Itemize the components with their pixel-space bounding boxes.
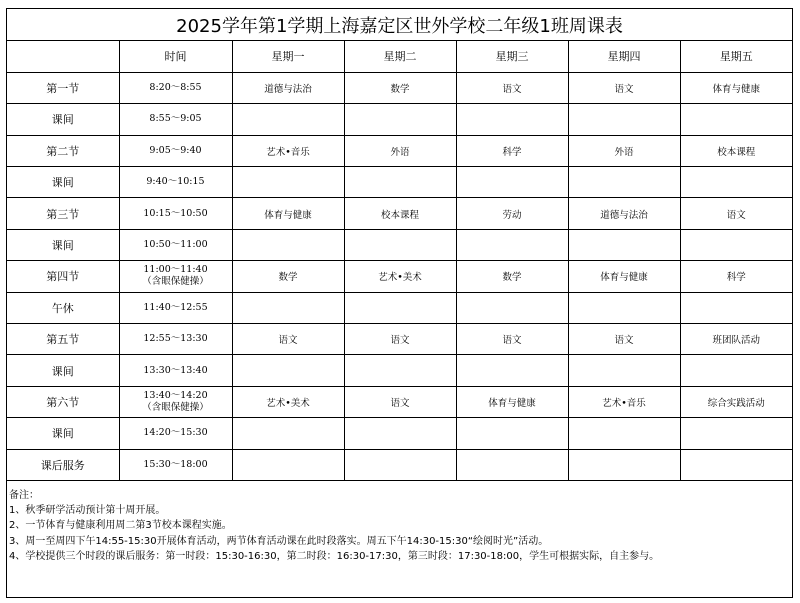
subject-cell <box>232 229 344 260</box>
table-row <box>7 135 792 166</box>
period-label: 午休 <box>7 292 119 323</box>
subject-cell: 语文 <box>568 324 680 355</box>
subject-cell <box>232 167 344 198</box>
time-text: 9:05～9:40 <box>149 144 202 156</box>
subject-cell <box>456 355 568 386</box>
subject-cell: 语文 <box>344 324 456 355</box>
note-item: 3、周一至周四下午14:55-15:30开展体育活动，两节体育活动课在此时段落实。周五下午14:30-15:30“绘阅时光”活动。 <box>9 535 549 547</box>
subject-cell: 外语 <box>568 135 680 166</box>
header-row <box>7 41 792 72</box>
subject-cell: 数学 <box>456 261 568 292</box>
time-text: 12:55～13:30 <box>143 333 208 345</box>
time-text: 11:00～11:40 <box>143 264 208 276</box>
notes-section <box>7 485 792 597</box>
subject-cell <box>568 104 680 135</box>
subject-cell: 艺术•音乐 <box>232 135 344 166</box>
table-row <box>7 198 792 229</box>
note-item: 2、一节体育与健康利用周二第3节校本课程实施。 <box>9 520 232 532</box>
subject-cell: 道德与法治 <box>568 198 680 229</box>
time-text: 10:50～11:00 <box>143 239 208 251</box>
subject-cell: 体育与健康 <box>232 198 344 229</box>
table-row <box>7 292 792 323</box>
subject-cell <box>568 449 680 480</box>
period-label: 第二节 <box>7 135 119 166</box>
time-text: 8:55～9:05 <box>149 113 202 125</box>
subject-cell: 校本课程 <box>344 198 456 229</box>
period-label: 课间 <box>7 355 119 386</box>
subject-cell: 艺术•美术 <box>344 261 456 292</box>
subject-cell: 体育与健康 <box>456 386 568 417</box>
period-label: 第六节 <box>7 386 119 417</box>
table-row <box>7 229 792 260</box>
time-cell <box>119 104 232 135</box>
subject-cell: 外语 <box>344 135 456 166</box>
subject-cell: 语文 <box>456 324 568 355</box>
subject-cell: 校本课程 <box>680 135 792 166</box>
time-text: 11:40～12:55 <box>143 301 208 313</box>
subject-cell <box>456 449 568 480</box>
time-cell <box>119 229 232 260</box>
subject-cell: 数学 <box>344 72 456 103</box>
time-cell <box>119 449 232 480</box>
subject-cell <box>568 355 680 386</box>
period-label: 第一节 <box>7 72 119 103</box>
subject-cell: 语文 <box>232 324 344 355</box>
period-label: 第三节 <box>7 198 119 229</box>
table-row <box>7 449 792 480</box>
time-cell <box>119 355 232 386</box>
subject-cell <box>232 355 344 386</box>
time-text: 15:30～18:00 <box>143 458 208 470</box>
subject-cell <box>344 355 456 386</box>
time-text: （含眼保健操） <box>142 276 209 288</box>
subject-cell: 语文 <box>568 72 680 103</box>
subject-cell: 体育与健康 <box>680 72 792 103</box>
subject-cell: 艺术•音乐 <box>568 386 680 417</box>
table-row <box>7 355 792 386</box>
table-row <box>7 167 792 198</box>
subject-cell: 班团队活动 <box>680 324 792 355</box>
subject-cell <box>680 292 792 323</box>
subject-cell <box>568 229 680 260</box>
time-cell <box>119 198 232 229</box>
subject-cell: 综合实践活动 <box>680 386 792 417</box>
subject-cell <box>456 167 568 198</box>
time-text: 10:15～10:50 <box>143 207 208 219</box>
subject-cell <box>456 104 568 135</box>
table-row <box>7 261 792 292</box>
subject-cell <box>232 418 344 449</box>
period-label: 课间 <box>7 418 119 449</box>
time-text: 9:40～10:15 <box>146 176 205 188</box>
time-cell <box>119 72 232 103</box>
timetable-sheet <box>6 8 793 598</box>
header-cell-monday: 星期一 <box>232 41 344 72</box>
header-cell-friday: 星期五 <box>680 41 792 72</box>
subject-cell: 艺术•美术 <box>232 386 344 417</box>
period-label: 第五节 <box>7 324 119 355</box>
subject-cell: 语文 <box>456 72 568 103</box>
subject-cell: 数学 <box>232 261 344 292</box>
header-cell-time: 时间 <box>119 41 232 72</box>
time-text: 13:40～14:20 <box>143 389 208 401</box>
subject-cell <box>344 418 456 449</box>
timetable <box>7 41 792 481</box>
table-row <box>7 72 792 103</box>
time-text: 14:20～15:30 <box>143 427 208 439</box>
time-text: （含眼保健操） <box>142 401 209 413</box>
subject-cell: 科学 <box>680 261 792 292</box>
subject-cell <box>680 418 792 449</box>
subject-cell <box>456 292 568 323</box>
subject-cell <box>680 104 792 135</box>
period-label: 课间 <box>7 104 119 135</box>
subject-cell <box>568 418 680 449</box>
period-label: 第四节 <box>7 261 119 292</box>
header-cell-tuesday: 星期二 <box>344 41 456 72</box>
notes-heading: 备注： <box>9 490 39 501</box>
subject-cell <box>680 229 792 260</box>
subject-cell <box>344 229 456 260</box>
period-label: 课间 <box>7 167 119 198</box>
header-cell-wednesday: 星期三 <box>456 41 568 72</box>
subject-cell <box>232 449 344 480</box>
subject-cell: 体育与健康 <box>568 261 680 292</box>
subject-cell <box>344 449 456 480</box>
subject-cell <box>344 292 456 323</box>
subject-cell <box>344 167 456 198</box>
subject-cell <box>680 355 792 386</box>
subject-cell <box>232 292 344 323</box>
subject-cell: 科学 <box>456 135 568 166</box>
subject-cell: 语文 <box>344 386 456 417</box>
time-cell <box>119 418 232 449</box>
time-cell <box>119 292 232 323</box>
time-cell <box>119 324 232 355</box>
time-text: 8:20～8:55 <box>149 82 202 94</box>
time-cell <box>119 261 232 292</box>
subject-cell <box>456 229 568 260</box>
header-cell-blank <box>7 41 119 72</box>
table-row <box>7 324 792 355</box>
note-item: 4、学校提供三个时段的课后服务：第一时段：15:30-16:30，第二时段：16:30-17:30，第三时段：17:30-18:00，学生可根据实际，自主参与。 <box>9 550 660 562</box>
time-text: 13:30～13:40 <box>143 364 208 376</box>
subject-cell <box>568 292 680 323</box>
subject-cell <box>680 449 792 480</box>
time-cell <box>119 167 232 198</box>
subject-cell <box>456 418 568 449</box>
subject-cell: 道德与法治 <box>232 72 344 103</box>
time-cell <box>119 386 232 417</box>
table-row <box>7 104 792 135</box>
table-row <box>7 386 792 417</box>
subject-cell: 劳动 <box>456 198 568 229</box>
subject-cell <box>680 167 792 198</box>
subject-cell <box>232 104 344 135</box>
header-cell-thursday: 星期四 <box>568 41 680 72</box>
page-title: 2025学年第1学期上海嘉定区世外学校二年级1班周课表 <box>7 9 792 41</box>
period-label: 课后服务 <box>7 449 119 480</box>
period-label: 课间 <box>7 229 119 260</box>
note-item: 1、秋季研学活动预计第十周开展。 <box>9 505 166 517</box>
time-cell <box>119 135 232 166</box>
table-row <box>7 418 792 449</box>
subject-cell <box>344 104 456 135</box>
subject-cell: 语文 <box>680 198 792 229</box>
subject-cell <box>568 167 680 198</box>
